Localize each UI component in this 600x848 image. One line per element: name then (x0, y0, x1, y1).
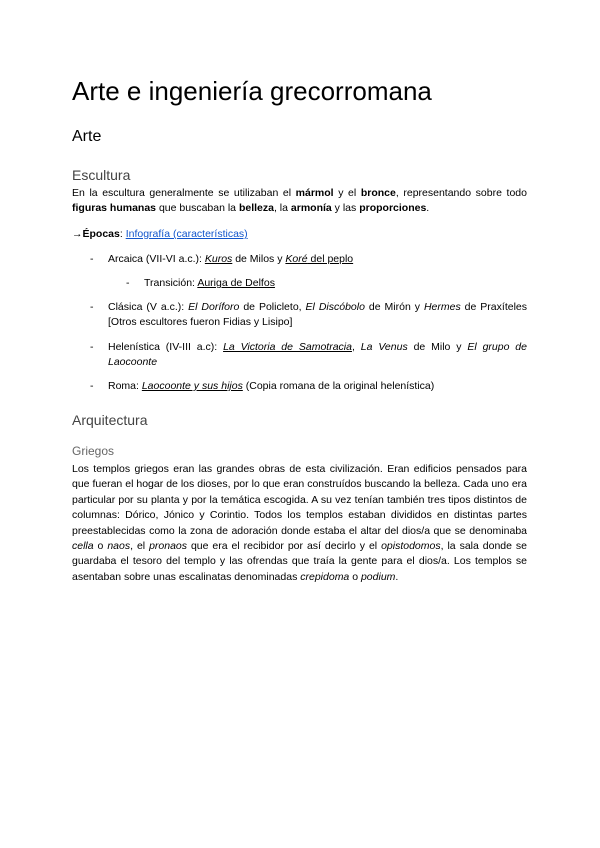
bold-bronce: bronce (360, 187, 396, 199)
heading-griegos: Griegos (72, 444, 115, 458)
heading-arte: Arte (72, 128, 102, 145)
bold-proporciones: proporciones (359, 202, 427, 215)
list-item-transicion: - Transición: Auriga de Delfos (126, 276, 527, 292)
griegos-paragraph: Los templos griegos eran las grandes obras de esta civilización. Eran edificios pensados para que fueran el hogar de los dioses, por lo que eran construídos buscando la belleza. Cada uno era particular por su planta y por la temática escogida. A su vez tenían también tres tipos distintos de columnas: Dórico, Jónico y Corintio. Todos los templos estaban divididos en distintas partes preestablecidas como la zona de adoración donde estaba el altar del dios/a que se denominaba cella o naos, el pronaos que era el recibidor por así decirlo y el opistodomos, la sala donde se guardaba el tesoro del templo y las ofrendas que traía la gente para el dios/a. Los templos se asentaban sobre unas escalinatas denominadas crepidoma o podium. (72, 463, 527, 583)
list-item-clasica: - Clásica (V a.c.): El Doríforo de Policleto, El Discóbolo de Mirón y Hermes de Praxíteles [Otros escultores fueron Fidias y Lisipo] (90, 301, 527, 329)
document-title: Arte e ingeniería grecorromana (72, 76, 432, 106)
bold-figuras-humanas: figuras humanas (72, 202, 157, 215)
epocas-line: →Épocas: Infografía (características) (72, 228, 248, 240)
list-item-helenistica: - Helenística (IV-III a.c): La Victoria de Samotracia, La Venus de Milo y El grupo de Laocoonte (90, 341, 527, 369)
bold-armonia: armonía (290, 202, 332, 215)
arrow-icon: → (72, 228, 83, 240)
list-item-arcaica: - Arcaica (VII-VI a.c.): Kuros de Milos y Koré del peplo (90, 252, 527, 268)
bold-belleza: belleza (238, 202, 274, 215)
dash-bullet: - (90, 253, 94, 265)
bold-marmol: mármol (295, 187, 334, 199)
infografia-link[interactable]: Infografía (características) (125, 228, 248, 240)
dash-bullet: - (126, 277, 130, 289)
epocas-label: Épocas (82, 228, 120, 240)
escultura-paragraph: En la escultura generalmente se utilizaban el mármol y el bronce, representando sobre todo figuras humanas que buscaban la belleza, la armonía y las proporciones. (72, 187, 527, 215)
dash-bullet: - (90, 380, 94, 392)
heading-escultura: Escultura (72, 167, 131, 183)
dash-bullet: - (90, 341, 94, 353)
list-item-roma: - Roma: Laocoonte y sus hijos (Copia romana de la original helenística) (90, 379, 527, 395)
dash-bullet: - (90, 301, 94, 313)
heading-arquitectura: Arquitectura (72, 412, 148, 428)
